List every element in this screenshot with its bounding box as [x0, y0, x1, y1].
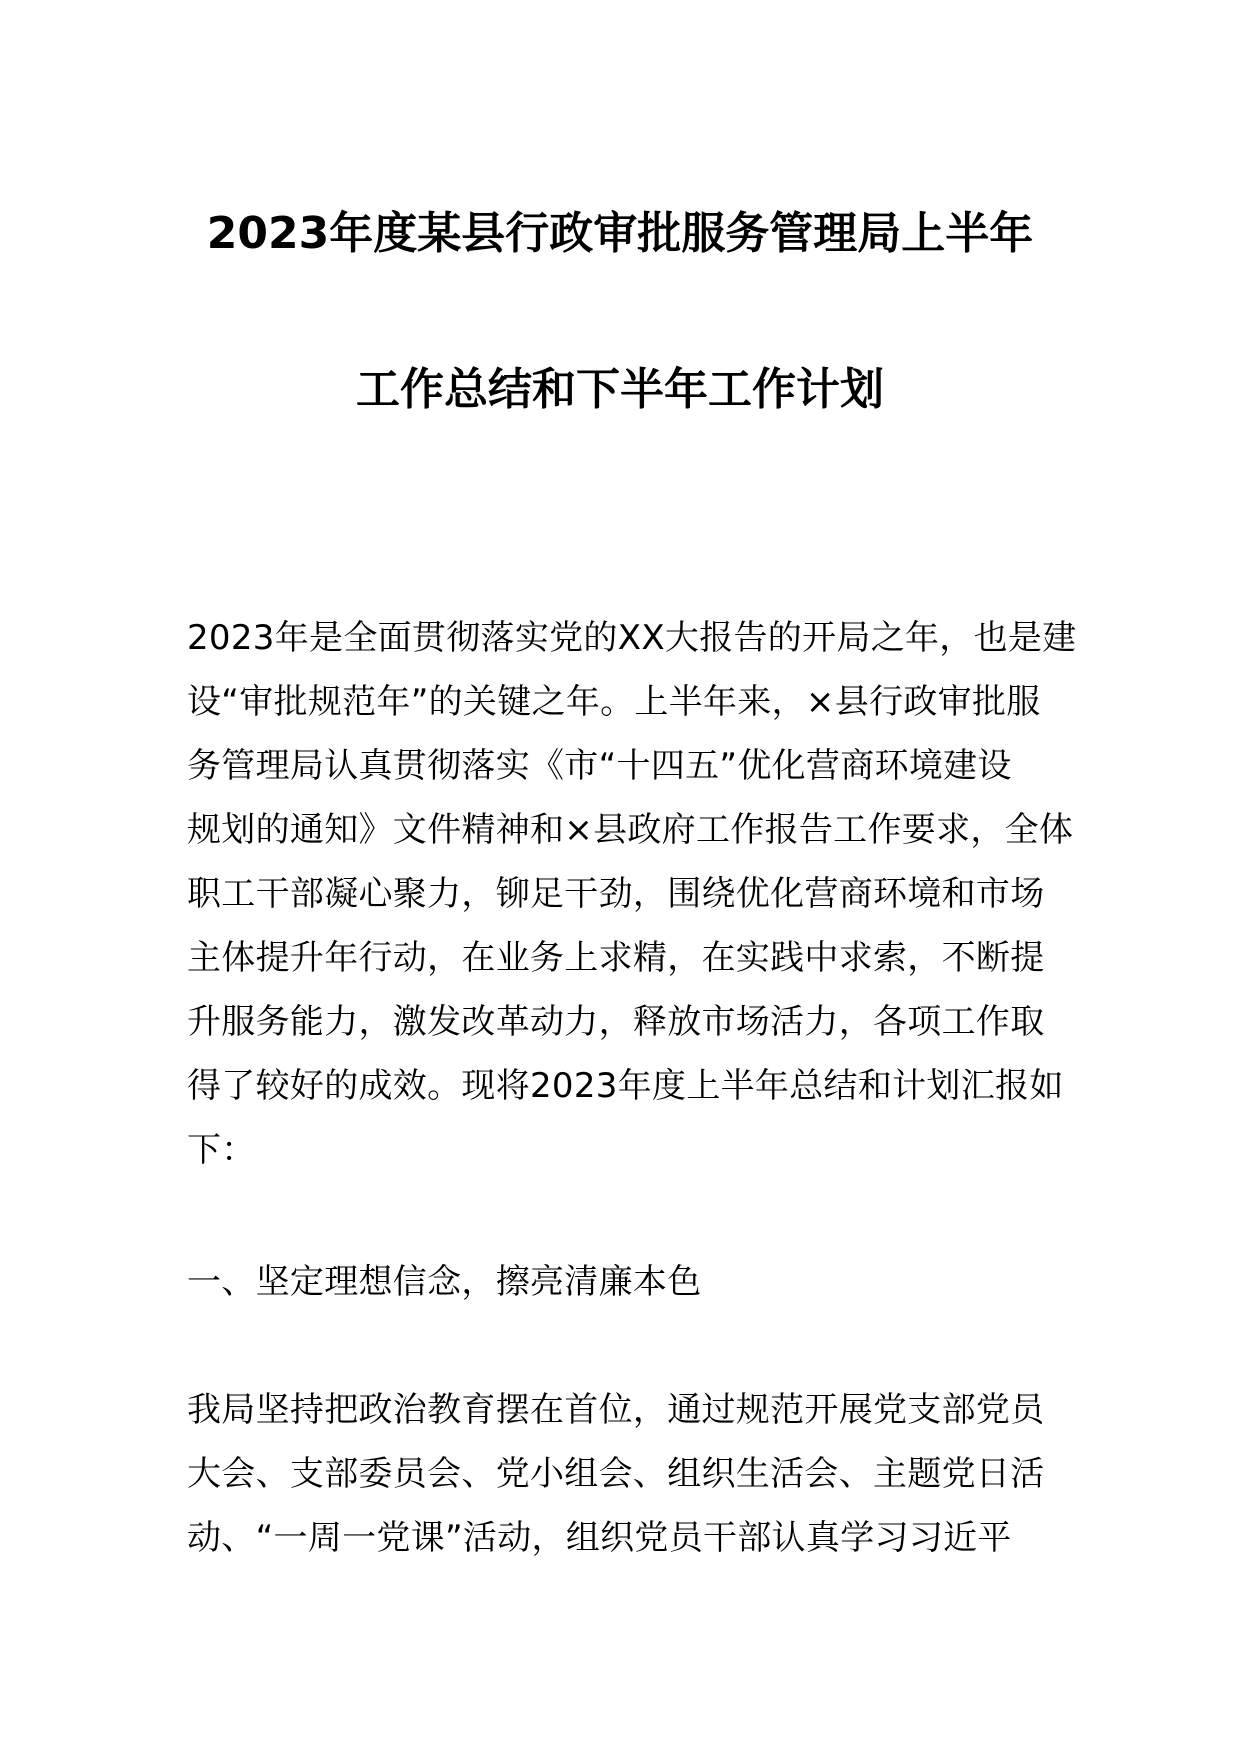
- section-1-paragraph-line: 动、“一周一党课”活动，组织党员干部认真学习习近平: [187, 1518, 1012, 1558]
- intro-paragraph-line: 职工干部凝心聚力，铆足干劲，围绕优化营商环境和市场: [187, 874, 1045, 914]
- document-title-line-2: 工作总结和下半年工作计划: [356, 364, 884, 415]
- intro-paragraph-line: 得了较好的成效。现将2023年度上半年总结和计划汇报如: [187, 1066, 1064, 1106]
- document-title-line-1: 2023年度某县行政审批服务管理局上半年: [206, 208, 1034, 259]
- intro-paragraph-line: 规划的通知》文件精神和×县政府工作报告工作要求，全体: [187, 810, 1074, 850]
- intro-paragraph-line: 升服务能力，激发改革动力，释放市场活力，各项工作取: [187, 1002, 1045, 1042]
- intro-paragraph-line: 设“审批规范年”的关键之年。上半年来，×县行政审批服: [187, 682, 1041, 722]
- section-1-paragraph-line: 我局坚持把政治教育摆在首位，通过规范开展党支部党员: [187, 1390, 1045, 1430]
- section-heading-1: 一、坚定理想信念，擦亮清廉本色: [187, 1262, 702, 1302]
- section-1-paragraph: [187, 1378, 1057, 1570]
- intro-paragraph-line: 务管理局认真贯彻落实《市“十四五”优化营商环境建设: [187, 746, 1012, 786]
- intro-paragraph-line: 下：: [187, 1130, 256, 1170]
- intro-paragraph-line: 主体提升年行动，在业务上求精，在实践中求索，不断提: [187, 938, 1045, 978]
- intro-paragraph-line: 2023年是全面贯彻落实党的XX大报告的开局之年，也是建: [187, 618, 1077, 658]
- intro-paragraph: [187, 606, 1077, 1182]
- section-1-paragraph-line: 大会、支部委员会、党小组会、组织生活会、主题党日活: [187, 1454, 1045, 1494]
